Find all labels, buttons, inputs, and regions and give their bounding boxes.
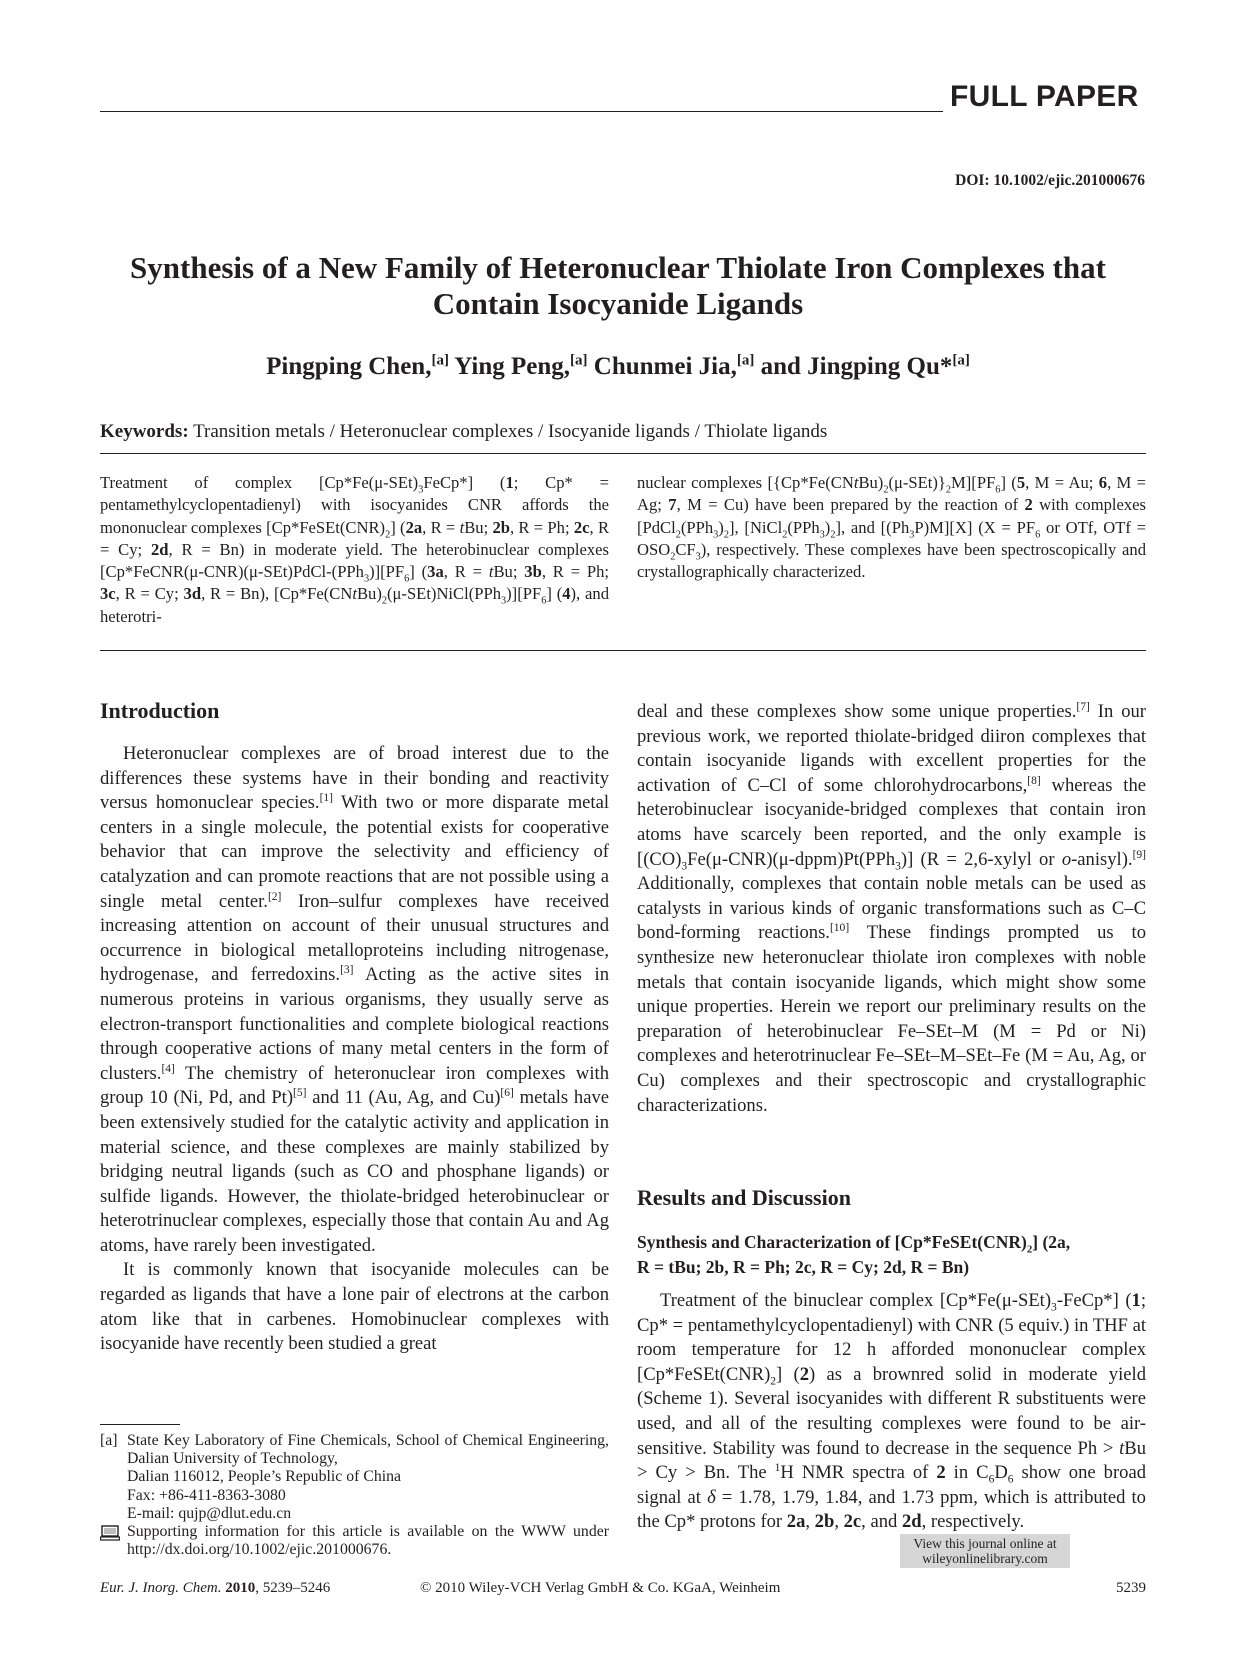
- computer-icon: [100, 1523, 127, 1559]
- title-line-2: Contain Isocyanide Ligands: [432, 286, 804, 321]
- footnote-fax: Fax: +86-411-8363-3080: [127, 1486, 286, 1504]
- author: Pingping Chen,: [266, 353, 432, 380]
- author: and Jingping Qu*: [760, 353, 953, 380]
- abstract-column-left: Treatment of complex $[Cp*Fe(\mu-SEt)_3FeCp*]$ (1; Cp* = pentamethylcyclopentadienyl) with isocyanides CNR affords the mononuclear complexes $[Cp*FeSEt(CNR)_2]$ (2a, R = tBu; 2b, R = Ph; 2c, R = Cy; 2d, R = Bn) in moderate yield. The heterobinuclear complexes $[Cp*FeCNR(\mu-CNR)(\mu-SEt)PdCl-(PPh_3)][PF_6]$ (3a, R = tBu; 3b, R = Ph; 3c, R = Cy; 3d, R = Bn), $[Cp*Fe(CNtBu)_2(\mu-SEt)NiCl(PPh_3)][PF_6]$ (4), and heterotri-: [100, 473, 610, 626]
- doi[interactable]: DOI: 10.1002/ejic.201000676: [955, 172, 1145, 189]
- author-affiliation-mark: [a]: [570, 352, 588, 369]
- body-column-left: Heteronuclear complexes are of broad interest due to the differences these systems have in their bonding and reactivity versus homonuclear species.[1] With two or more disparate metal centers in a single molecule, the potential exists for cooperative behavior that can improve the selectivity and efficiency of catalyzation and can promote reactions that are not possible using a single metal center.[2] Iron–sulfur complexes have received increasing attention on account of their unusual structures and occurrence in biological metalloproteins including nitrogenase, hydrogenase, and ferredoxins.[3] Acting as the active sites in numerous proteins in various organisms, they usually serve as electron-transport functionalities and complete biological reactions through cooperative actions of many metal centers in the form of clusters.[4] The chemistry of heteronuclear iron complexes with group 10 (Ni, Pd, and Pt)[5] and 11 (Au, Ag, and Cu)[6] metals have been extensively studied for the catalytic activity and application in material science, and these complexes are mainly stabilized by bridging neutral ligands (such as CO and phosphane ligands) or sulfide ligands. However, the thiolate-bridged heterobinuclear or heterotrinuclear complexes, especially those that contain Au and Ag atoms, have rarely been investigated. It is commonly known that isocyanide molecules can be regarded as ligands that have a lone pair of electrons at the carbon atom like that in carbenes. Homobinuclear complexes with isocyanide have recently been studied a great: [100, 743, 610, 1355]
- supporting-information-note[interactable]: Supporting information for this article is available on the WWW under http://dx.doi.org/10.1002/ejic.201000676.: [127, 1523, 609, 1559]
- badge-line-2: wileyonlinelibrary.com: [922, 1551, 1048, 1566]
- footnote-affiliation: State Key Laboratory of Fine Chemicals, School of Chemical Engineering, Dalian University of Technology,: [127, 1432, 609, 1468]
- author: Chunmei Jia,: [593, 353, 737, 380]
- author: Ying Peng,: [454, 353, 571, 380]
- footer-journal: Eur. J. Inorg. Chem.: [100, 1580, 222, 1596]
- keywords-label: Keywords:: [100, 421, 189, 442]
- subheading-line-2: R = tBu; 2b, R = Ph; 2c, R = Cy; 2d, R = Bn): [637, 1257, 970, 1277]
- subheading-subscript: 2: [1026, 1243, 1033, 1256]
- footnote: [100, 1432, 609, 1559]
- subheading-line-1-end: ] (2a,: [1032, 1232, 1071, 1252]
- section-label: FULL PAPER: [950, 80, 1139, 113]
- journal-online-badge[interactable]: [900, 1534, 1070, 1568]
- author-affiliation-mark: [a]: [736, 352, 755, 369]
- keywords-text: Transition metals / Heteronuclear complexes / Isocyanide ligands / Thiolate ligands: [193, 421, 828, 442]
- article-title: [80, 250, 1156, 322]
- page-number: 5239: [1116, 1580, 1146, 1596]
- keywords: [100, 421, 827, 443]
- section-heading-results: Results and Discussion: [637, 1185, 851, 1210]
- footnote-email[interactable]: E-mail: qujp@dlut.edu.cn: [127, 1504, 292, 1522]
- body-column-right-results: Treatment of the binuclear complex $[Cp*Fe(\mu-SEt)_3-FeCp*]$ (1; Cp* = pentamethylcyclopentadienyl) with CNR (5 equiv.) in THF at room temperature for 12 h afforded mononuclear complex $[Cp*FeSEt(CNR)_2]$ (2) as a brownred solid in moderate yield (Scheme 1). Several isocyanides with different R substituents were used, and all of the resulting complexes were found to be air-sensitive. Stability was found to decrease in the sequence Ph > tBu > Cy > Bn. The $^1$H NMR spectra of 2 in $C_6D_6$ show one broad signal at δ = 1.78, 1.79, 1.84, and 1.73 ppm, which is attributed to the Cp* protons for 2a, 2b, 2c, and 2d, respectively.: [637, 1290, 1146, 1533]
- footer-copyright: © 2010 Wiley-VCH Verlag GmbH & Co. KGaA, Weinheim: [420, 1580, 781, 1596]
- subheading-line-1: Synthesis and Characterization of [Cp*FeSEt(CNR): [637, 1232, 1027, 1252]
- body-column-right: deal and these complexes show some unique properties.[7] In our previous work, we reported thiolate-bridged diiron complexes that contain isocyanide ligands with excellent properties for the activation of C–Cl of some chlorohydrocarbons,[8] whereas the heterobinuclear isocyanide-bridged complexes that contain iron atoms have scarcely been reported, and the only example is $[(CO)_3Fe(\mu-CNR)(\mu-dppm)Pt(PPh_3)] (R$ = 2,6-xylyl or o-anisyl).[9] Additionally, complexes that contain noble metals can be used as catalysts in various kinds of organic transformations such as C–C bond-forming reactions.[10] These findings prompted us to synthesize new heteronuclear thiolate iron complexes with noble metals that contain isocyanide ligands, which might show some unique properties. Herein we report our preliminary results on the preparation of heterobinuclear Fe–SEt–M (M = Pd or Ni) complexes and heterotrinuclear Fe–SEt–M–SEt–Fe (M = Au, Ag, or Cu) complexes and their spectroscopic and crystallographic characterizations.: [637, 700, 1146, 1116]
- header-rule: [100, 111, 943, 112]
- subsection-heading: [637, 1230, 1146, 1280]
- footer-citation: [100, 1580, 330, 1597]
- footer-pages: , 5239–5246: [255, 1580, 331, 1596]
- footnote-label: [a]: [100, 1432, 118, 1449]
- badge-line-1: View this journal online at: [913, 1536, 1057, 1551]
- abstract-bottom-rule: [100, 650, 1146, 651]
- footnote-rule: [100, 1424, 180, 1425]
- author-affiliation-mark: [a]: [952, 352, 970, 369]
- author-list: [80, 353, 1156, 381]
- author-affiliation-mark: [a]: [431, 352, 449, 369]
- section-heading-introduction: Introduction: [100, 698, 220, 723]
- abstract-top-rule: [100, 453, 1146, 454]
- footnote-address: Dalian 116012, People’s Republic of China: [127, 1468, 402, 1486]
- title-line-1: Synthesis of a New Family of Heteronuclear Thiolate Iron Complexes that: [130, 250, 1106, 285]
- footer-year: 2010: [225, 1580, 256, 1596]
- abstract-column-right: nuclear complexes $[\{Cp*Fe(CNtBu)_2(\mu-SEt)\}_2M][PF_6]$ (5, M = Au; 6, M = Ag; 7, M = Cu) have been prepared by the reaction of 2 with complexes $[PdCl_2(PPh_3)_2]$, $[NiCl_2(PPh_3)_2]$, and $[(Ph_3P)M][X] (X = PF_6$ or OTf, OTf = $OSO_2CF_3$), respectively. These complexes have been spectroscopically and crystallographically characterized.: [637, 473, 1147, 582]
